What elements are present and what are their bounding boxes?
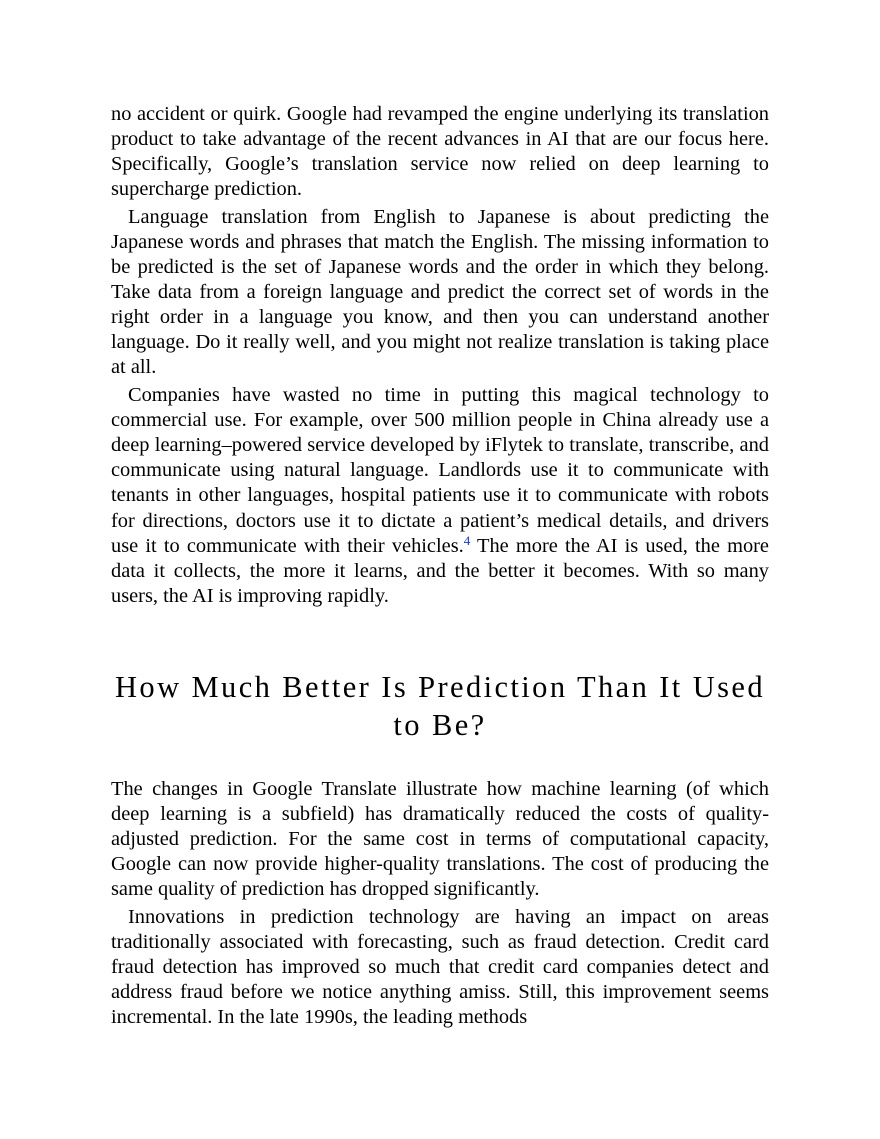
paragraph-prediction-innovations: Innovations in prediction technology are having an impact on areas traditionally associated with forecasting, such as fraud detection. Credit card fraud detection has improved so much that credit card companies detect and address fraud before we notice anything amiss. Still, this improvement seems incremental. In the late 1990s, the leading methods [111,905,769,1029]
companies-text-before-footnote: Companies have wasted no time in putting this magical technology to commercial use. For example, over 500 million people in China already use a deep learning–powered service developed by iFlytek to translate, transcribe, and communicate using natural language. Landlords use it to communicate with tenants in other languages, hospital patients use it to communicate with robots for directions, doctors use it to dictate a patient’s medical details, and drivers use it to communicate with their vehicles. [111,384,769,557]
paragraph-companies-commercial-use [111,383,769,609]
section-heading-line-1: How Much Better Is Prediction Than It Used [115,669,765,704]
paragraph-translation-revamp: no accident or quirk. Google had revamped the engine underlying its translation product to take advantage of the recent advances in AI that are our focus here. Specifically, Google’s translation service now relied on deep learning to supercharge prediction. [111,103,769,201]
section-heading [111,668,769,744]
companies-text-after-footnote: The more the AI is used, the more data it collects, the more it learns, and the better it becomes. With so many users, the AI is improving rapidly. [111,534,769,607]
footnote-reference-link[interactable]: 4 [463,532,471,548]
page-content [111,102,769,1030]
paragraph-google-translate-changes: The changes in Google Translate illustrate how machine learning (of which deep learning is a subfield) has dramatically reduced the costs of quality-adjusted prediction. For the same cost in terms of computational capacity, Google can now provide higher-quality translations. The cost of producing the same quality of prediction has dropped significantly. [111,777,769,901]
paragraph-language-translation: Language translation from English to Japanese is about predicting the Japanese words and phrases that match the English. The missing information to be predicted is the set of Japanese words and the order in which they belong. Take data from a foreign language and predict the correct set of words in the right order in a language you know, and then you can understand another language. Do it really well, and you might not realize translation is taking place at all. [111,205,769,379]
section-body [111,777,769,1030]
section-heading-line-2: to Be? [393,707,487,742]
